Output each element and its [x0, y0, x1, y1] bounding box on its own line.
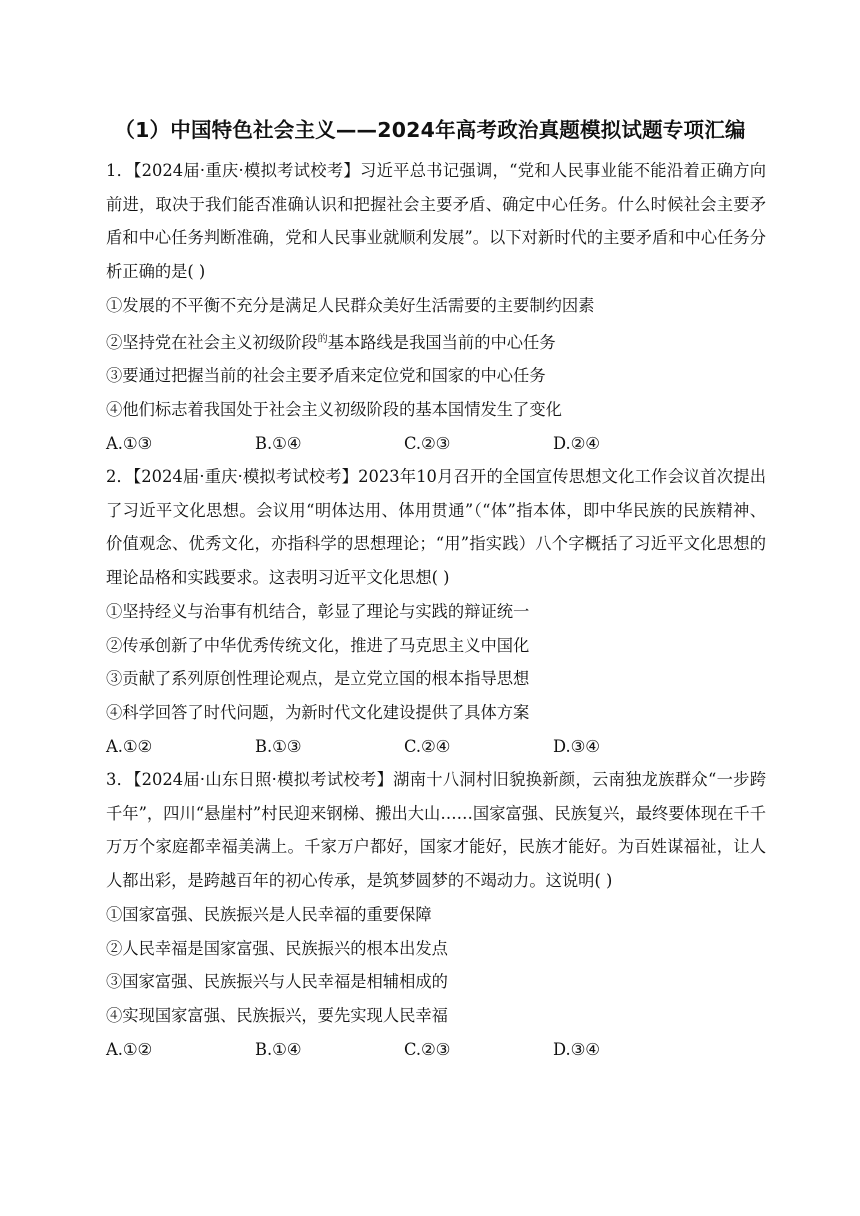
- option-a[interactable]: A.①②: [106, 1039, 153, 1059]
- question-2: [106, 460, 766, 763]
- option-b[interactable]: B.①③: [255, 736, 302, 756]
- option-d[interactable]: D.③④: [553, 736, 600, 756]
- option-a[interactable]: A.①③: [106, 433, 153, 453]
- question-item: [106, 323, 766, 360]
- option-d[interactable]: D.③④: [553, 1039, 600, 1059]
- answer-options: [106, 730, 766, 764]
- question-item: ①发展的不平衡不充分是满足人民群众美好生活需要的主要制约因素: [106, 295, 595, 315]
- question-item: ④实现国家富强、民族振兴，要先实现人民幸福: [106, 1005, 448, 1025]
- question-item: ②人民幸福是国家富强、民族振兴的根本出发点: [106, 938, 448, 958]
- option-c[interactable]: C.②④: [404, 736, 451, 756]
- question-item: ③贡献了系列原创性理论观点，是立党立国的根本指导思想: [106, 669, 530, 689]
- option-a[interactable]: A.①②: [106, 736, 153, 756]
- option-b[interactable]: B.①④: [255, 1039, 302, 1059]
- question-stem: 2．【2024届·重庆·模拟考试校考】2023年10月召开的全国宣传思想文化工作会议首次提出了习近平文化思想。会议用“明体达用、体用贯通”（“体”指本体，即中华民族的民族精神、价值观念、优秀文化，亦指科学的思想理论；“用”指实践）八个字概括了习近平文化思想的理论品格和实践要求。这表明习近平文化思想( ): [106, 467, 766, 588]
- option-c[interactable]: C.②③: [404, 1039, 451, 1059]
- question-item: ③国家富强、民族振兴与人民幸福是相辅相成的: [106, 972, 448, 992]
- question-3: [106, 763, 766, 1066]
- option-c[interactable]: C.②③: [404, 433, 451, 453]
- question-item: ①国家富强、民族振兴是人民幸福的重要保障: [106, 904, 432, 924]
- question-1: [106, 154, 766, 460]
- document-title: （1）中国特色社会主义——2024年高考政治真题模拟试题专项汇编: [114, 118, 746, 142]
- question-item: ②传承创新了中华优秀传统文化，推进了马克思主义中国化: [106, 635, 530, 655]
- question-item: ③要通过把握当前的社会主要矛盾来定位党和国家的中心任务: [106, 366, 546, 386]
- question-stem: 1．【2024届·重庆·模拟考试校考】习近平总书记强调，“党和人民事业能不能沿着正确方向前进，取决于我们能否准确认识和把握社会主要矛盾、确定中心任务。什么时候社会主要矛盾和中心任务判断准确，党和人民事业就顺利发展”。以下对新时代的主要矛盾和中心任务分析正确的是( ): [106, 161, 766, 282]
- answer-options: [106, 427, 766, 461]
- answer-options: [106, 1033, 766, 1067]
- question-item: ④他们标志着我国处于社会主义初级阶段的基本国情发生了变化: [106, 399, 562, 419]
- superscript-text: 的: [317, 333, 328, 345]
- question-stem: 3．【2024届·山东日照·模拟考试校考】湖南十八洞村旧貌换新颜，云南独龙族群众“一步跨千年”，四川“悬崖村”村民迎来钢梯、搬出大山……国家富强、民族复兴，最终要体现在千千万万个家庭都幸福美满上。千家万户都好，国家才能好，民族才能好。为百姓谋福祉，让人人都出彩，是跨越百年的初心传承，是筑梦圆梦的不竭动力。这说明( ): [106, 770, 766, 891]
- question-item: ④科学回答了时代问题，为新时代文化建设提供了具体方案: [106, 702, 530, 722]
- option-b[interactable]: B.①④: [255, 433, 302, 453]
- item-text: ②坚持党在社会主义初级阶段: [106, 332, 318, 352]
- option-d[interactable]: D.②④: [553, 433, 600, 453]
- question-item: ①坚持经义与治事有机结合，彰显了理论与实践的辩证统一: [106, 601, 530, 621]
- item-text: 基本路线是我国当前的中心任务: [327, 332, 556, 352]
